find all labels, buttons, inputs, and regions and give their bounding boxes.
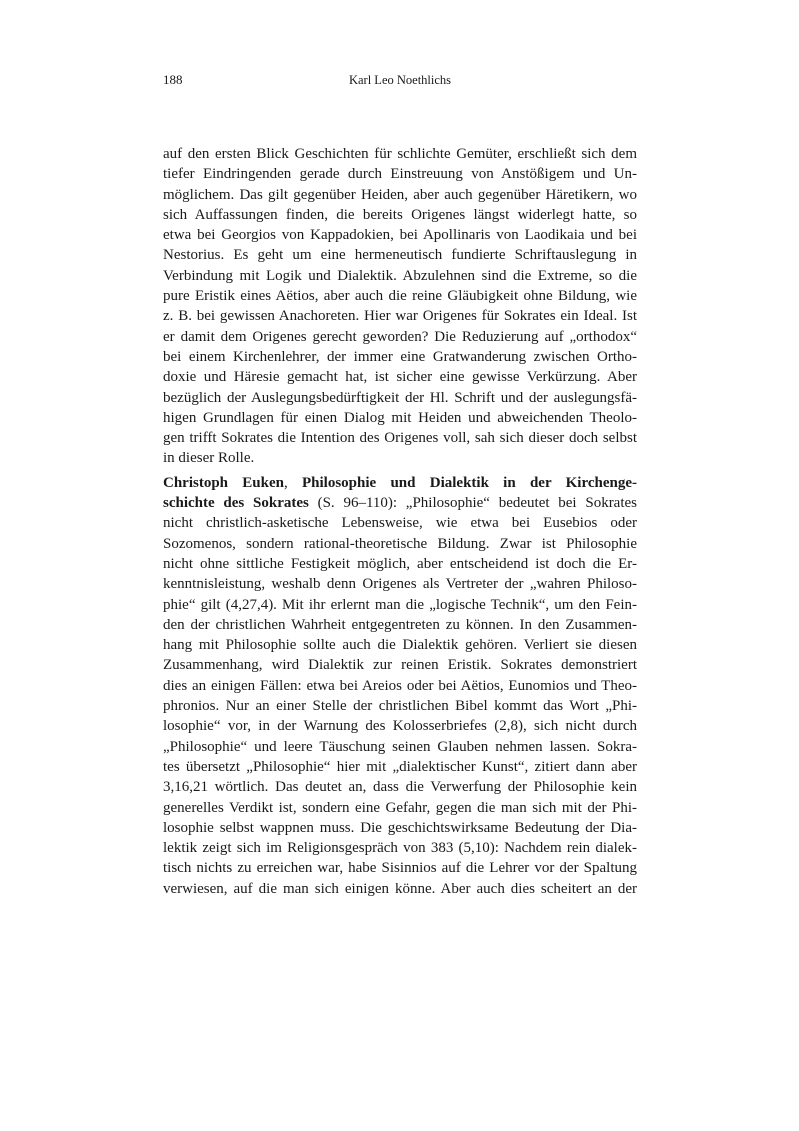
text-line xyxy=(163,473,637,493)
text-line: Sozomenos, sondern rational-theoretische Bildung. Zwar ist Philosophie xyxy=(163,535,637,552)
text-line: tes übersetzt „Philosophie“ hier mit „dialektischer Kunst“, zitiert dann aber xyxy=(163,758,637,775)
text-line: in dieser Rolle. xyxy=(163,450,255,467)
text-line: verwiesen, auf die man sich einigen könne. Aber auch dies scheitert an der xyxy=(163,880,637,897)
review-title: Philosophie und Dialektik in der Kirchenge- xyxy=(302,474,637,491)
text-line: pure Eristik eines Aëtios, aber auch die reine Gläubigkeit ohne Bildung, wie xyxy=(163,288,637,305)
text-line: generelles Verdikt ist, sondern eine Gefahr, gegen die man sich mit der Phi- xyxy=(163,799,637,816)
text-line: möglichem. Das gilt gegenüber Heiden, aber auch gegenüber Häretikern, wo xyxy=(163,186,637,203)
text-line: bei einem Kirchenlehrer, der immer eine Gratwanderung zwischen Ortho- xyxy=(163,348,637,365)
text-line: etwa bei Georgios von Kappadokien, bei Apollinaris von Laodikaia und bei xyxy=(163,227,637,244)
text-line: Verbindung mit Logik und Dialektik. Abzulehnen sind die Extreme, so die xyxy=(163,267,637,284)
text-line: higen Grundlagen für einen Dialog mit Heiden und abweichenden Theolo- xyxy=(163,409,637,426)
text-line: Nestorius. Es geht um eine hermeneutisch fundierte Schriftauslegung in xyxy=(163,247,637,264)
paragraph xyxy=(163,144,637,469)
text-line: losophie selbst wappnen muss. Die geschichtswirksame Bedeutung der Dia- xyxy=(163,819,637,836)
text-line: tiefer Eindringenden gerade durch Einstreuung von Anstößigem und Un- xyxy=(163,166,637,183)
text-line: gen trifft Sokrates die Intention des Origenes voll, sah sich dieser doch selbst xyxy=(163,430,637,447)
text-line-rest: (S. 96–110): „Philosophie“ bedeutet bei Sokrates xyxy=(308,495,638,512)
text-line: nicht christlich-asketische Lebensweise, wie etwa bei Eusebios oder xyxy=(163,515,637,532)
text-line: z. B. bei gewissen Anachoreten. Hier war Origenes für Sokrates ein Ideal. Ist xyxy=(163,308,637,325)
running-head: Karl Leo Noethlichs xyxy=(348,73,452,87)
text-line: sich Auffassungen finden, die bereits Origenes längst widerlegt hatte, so xyxy=(163,206,637,223)
text-line: losophie“ vor, in der Warnung des Kolosserbriefes (2,8), sich nicht durch xyxy=(163,718,637,735)
text-line: den der christlichen Wahrheit entgegentreten zu können. In den Zusammen- xyxy=(163,616,637,633)
text-line: nicht ohne sittliche Festigkeit möglich, aber entscheidend ist doch die Er- xyxy=(163,555,637,572)
text-line: phie“ gilt (4,27,4). Mit ihr erlernt man die „logische Technik“, um den Fein- xyxy=(163,596,637,613)
text-line: 3,16,21 wörtlich. Das deutet an, dass die Verwerfung der Philosophie kein xyxy=(163,779,637,796)
text-line: phronios. Nur an einer Stelle der christlichen Bibel kommt das Wort „Phi- xyxy=(163,698,637,715)
text-line: hang mit Philosophie sollte auch die Dialektik gehören. Verliert sie diesen xyxy=(163,637,637,654)
paragraph-review-euken xyxy=(163,473,637,899)
separator: , xyxy=(283,474,302,491)
text-line xyxy=(163,493,637,513)
text-line: auf den ersten Blick Geschichten für schlichte Gemüter, erschließt sich dem xyxy=(163,146,637,162)
text-line: bezüglich der Auslegungsbedürftigkeit der Hl. Schrift und der auslegungsfä- xyxy=(163,389,637,406)
text-line: „Philosophie“ und leere Täuschung seinen Glauben nehmen lassen. Sokra- xyxy=(163,738,637,755)
text-line: lektik zeigt sich im Religionsgespräch von 383 (5,10): Nachdem rein dialek- xyxy=(163,840,637,857)
body-text xyxy=(163,144,637,903)
review-author: Christoph Euken xyxy=(163,474,284,491)
page-header xyxy=(163,72,637,92)
text-line: doxie und Häresie gemacht hat, ist sicher eine gewisse Verkürzung. Aber xyxy=(163,369,637,386)
text-line: Zusammenhang, wird Dialektik zur reinen Eristik. Sokrates demonstriert xyxy=(163,657,637,674)
text-line: tisch nichts zu erreichen war, habe Sisinnios auf die Lehrer vor der Spaltung xyxy=(163,860,637,877)
text-line: dies an einigen Fällen: etwa bei Areios oder bei Aëtios, Eunomios und Theo- xyxy=(163,677,637,694)
review-title-cont: schichte des Sokrates xyxy=(163,495,309,512)
text-line: er damit dem Origenes gerecht geworden? Die Reduzierung auf „orthodox“ xyxy=(163,328,637,345)
page-number: 188 xyxy=(163,72,183,87)
text-line: kenntnisleistung, weshalb denn Origenes als Vertreter der „wahren Philoso- xyxy=(163,576,637,593)
